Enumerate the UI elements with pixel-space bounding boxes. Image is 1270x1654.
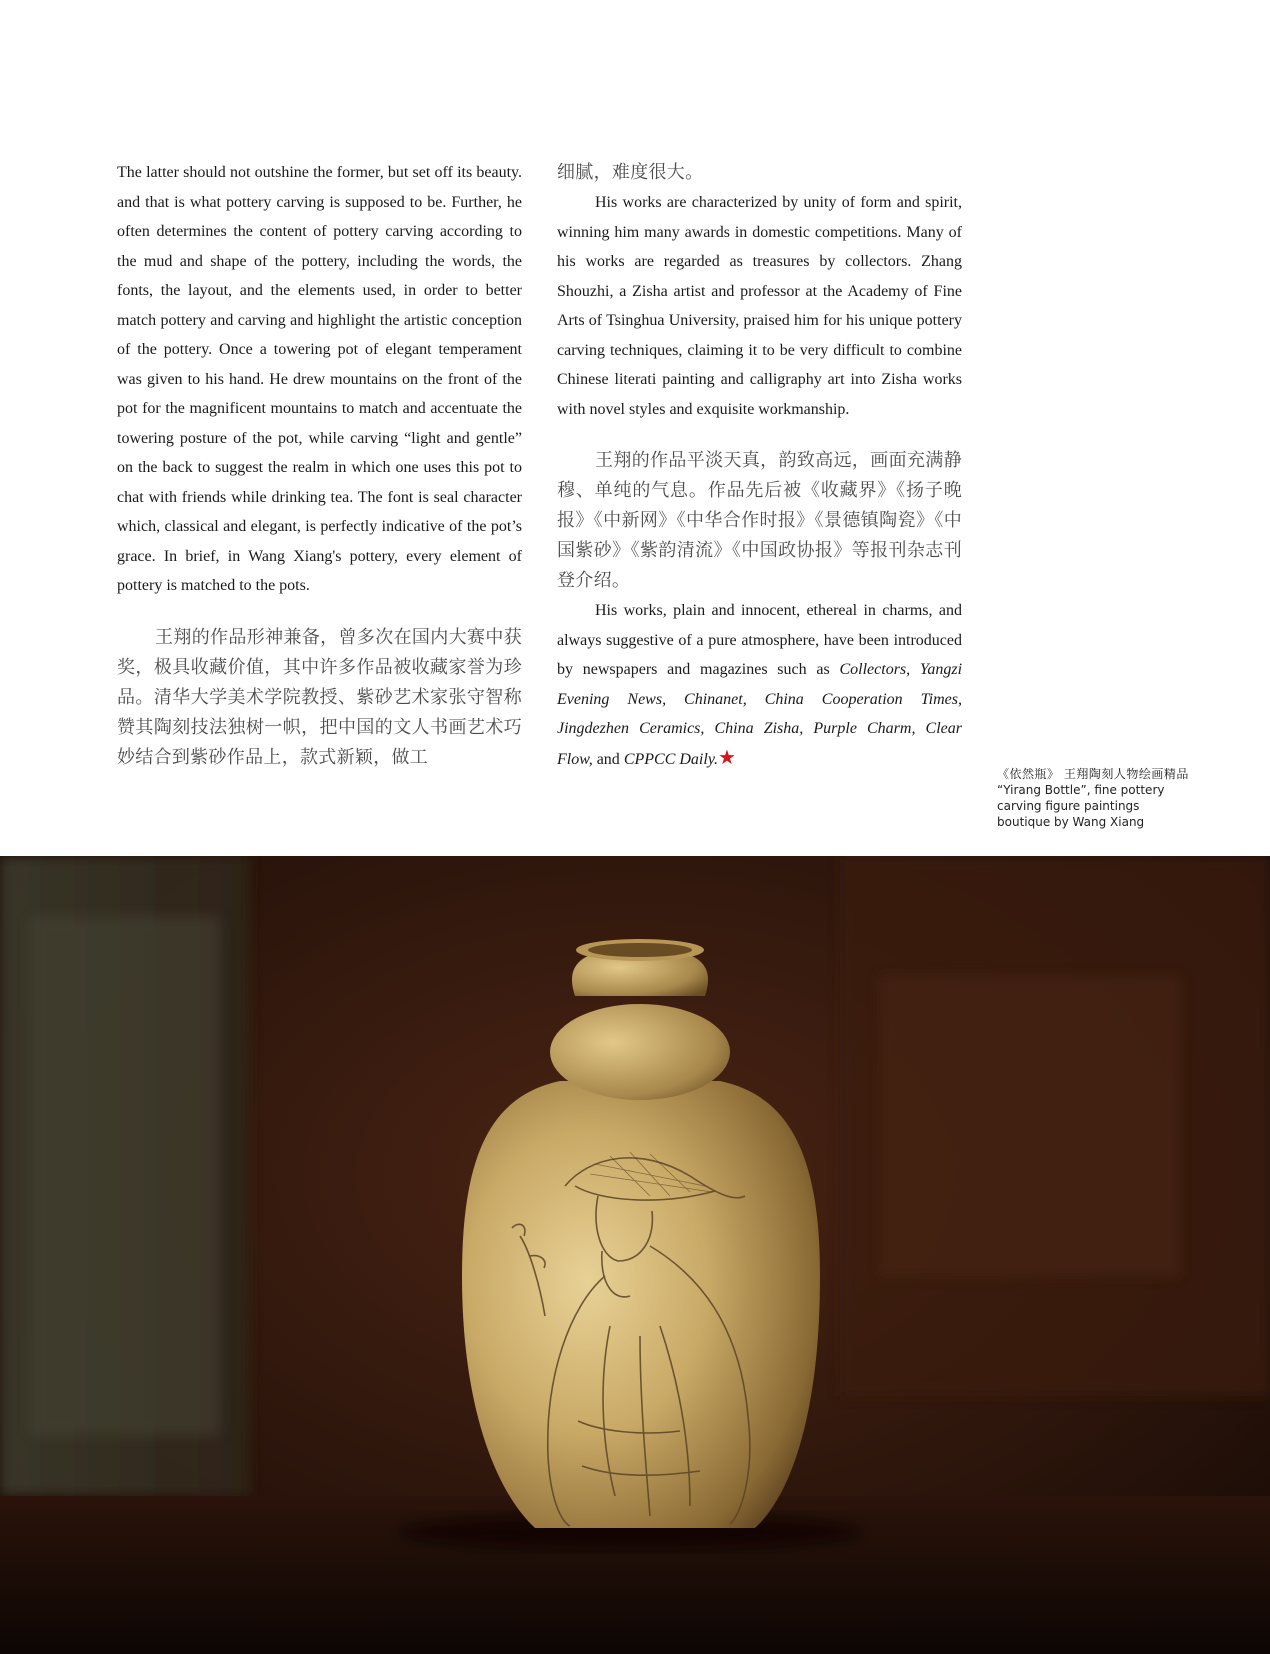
publication-title-last: CPPCC Daily. [623,750,719,768]
bottle-photo-illustration [0,856,1270,1654]
article-paragraph-en: The latter should not outshine the former, but set off its beauty. and that is what pottery carving is supposed to be. Further, he often determines the content of pottery carving according to the mud and shape of the pottery, including the words, the fonts, the layout, and the elements used, in order to better match pottery and carving and highlight the artistic conception of the pottery. Once a towering pot of elegant temperament was given to his hand. He drew mountains on the front of the pot for the magnificent mountains to match and accentuate the towering posture of the pot, while carving “light and gentle” on the back to suggest the realm in which one uses this pot to chat with friends while drinking tea. The font is seal character which, classical and elegant, is perfectly indicative of the pot’s grace. In brief, in Wang Xiang's pottery, every element of pottery is matched to the pots. [117,164,522,594]
article-column-left [117,158,522,773]
article-paragraph-zh: 王翔的作品形神兼备，曾多次在国内大赛中获奖，极具收藏价值，其中许多作品被收藏家誉为珍品。清华大学美术学院教授、紫砂艺术家张守智称赞其陶刻技法独树一帜，把中国的文人书画艺术巧妙结合到紫砂作品上，款式新颖，做工 [117,626,522,768]
article-paragraph-zh: 王翔的作品平淡天真，韵致高远，画面充满静穆、单纯的气息。作品先后被《收藏界》《扬子晚报》《中新网》《中华合作时报》《景德镇陶瓷》《中国紫砂》《紫韵清流》《中国政协报》等报刊杂志刊登介绍。 [557,450,962,591]
caption-zh: 《依然瓶》 王翔陶刻人物绘画精品 [997,767,1189,781]
caption-en: “Yirang Bottle”, fine pottery carving figure paintings boutique by Wang Xiang [997,783,1165,829]
article-paragraph-en: His works are characterized by unity of form and spirit, winning him many awards in domestic competitions. Many of his works are regarded as treasures by collectors. Zhang Shouzhi, a Zisha artist and professor at the Academy of Fine Arts of Tsinghua University, praised him for his unique pottery carving techniques, claiming it to be very difficult to combine Chinese literati painting and calligraphy art into Zisha works with novel styles and exquisite workmanship. [557,194,962,418]
closing-text: His works, plain and innocent, ethereal in charms, and always suggestive of a pure atmosphere, have been introduced by newspapers and magazines such as [557,602,962,678]
article-column-right [557,158,962,774]
closing-and: and [592,750,624,768]
article-paragraph-zh-continued: 细腻，难度很大。 [557,162,704,183]
photo-caption [997,766,1192,830]
end-mark-star-icon: ★ [718,746,736,769]
bottle-photo [0,856,1270,1654]
publication-titles: Collectors, Yangzi Evening News, Chinanet, China Cooperation Times, Jingdezhen Ceramics, China Zisha, Purple Charm, Clear Flow, [557,661,963,768]
article-paragraph-en-closing [557,596,962,774]
